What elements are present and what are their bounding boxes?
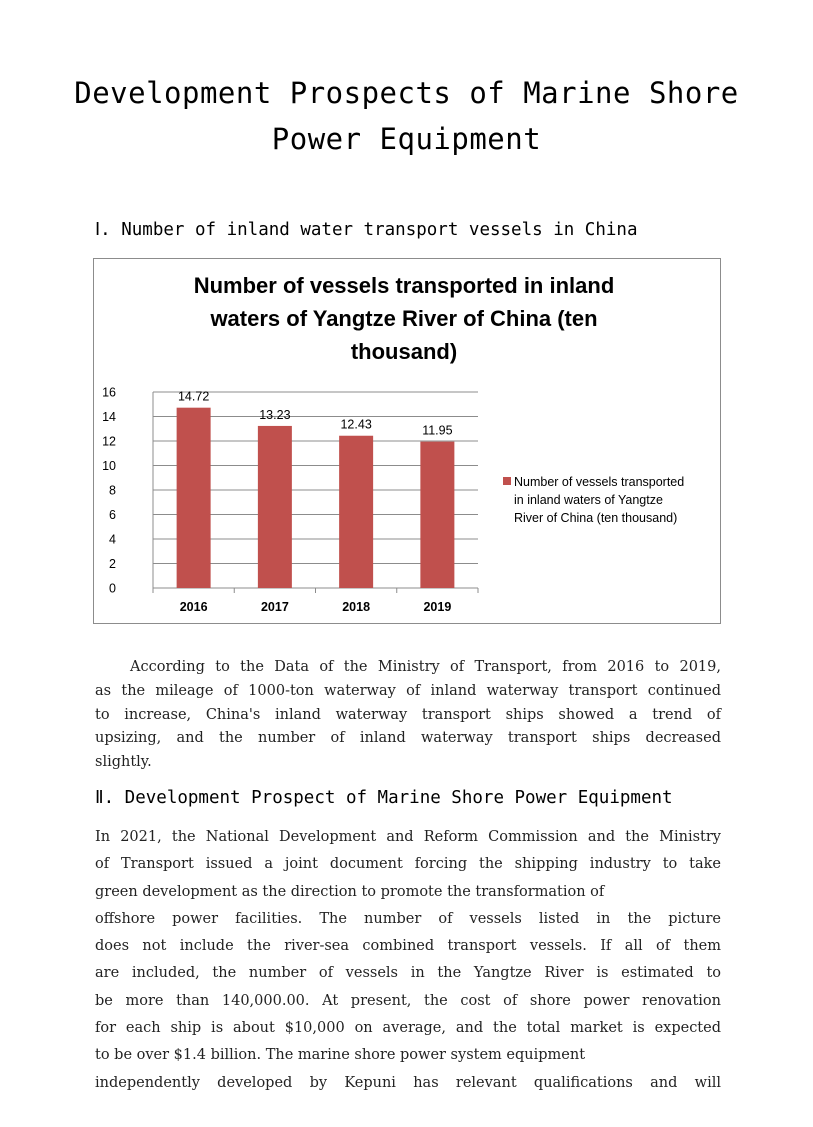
paragraph-prospect [95,824,721,1097]
data-label: 11.95 [422,423,453,438]
paragraph-line: offshore power facilities. The number of vessels listed in the picture [95,910,721,927]
y-tick-label: 8 [109,483,116,498]
paragraph-line: of Transport issued a joint document forcing the shipping industry to take [95,856,721,873]
bar-chart [93,258,721,624]
paragraph-line: to increase, China's inland waterway transport ships showed a trend of [95,706,721,723]
paragraph-line: be more than 140,000.00. At present, the cost of shore power renovation [95,992,721,1009]
section-heading-vessels: Ⅰ. Number of inland water transport vessels in China [95,220,638,240]
paragraph-transport-data [95,656,721,775]
x-tick-label: 2016 [179,600,208,614]
paragraph-line: are included, the number of vessels in the Yangtze River is estimated to [95,965,721,982]
legend-label: Number of vessels transported [514,475,685,489]
bar [420,442,454,588]
section-heading-prospect: Ⅱ. Development Prospect of Marine Shore Power Equipment [95,788,673,808]
legend-swatch [503,477,511,485]
y-tick-label: 10 [102,459,116,473]
y-tick-label: 14 [102,410,116,424]
y-tick-label: 4 [109,532,116,547]
chart-title-line: waters of Yangtze River of China (ten [210,306,598,331]
bar [258,426,292,588]
y-tick-label: 0 [109,581,116,596]
data-label: 12.43 [340,417,372,432]
legend-label: in inland waters of Yangtze [514,493,663,507]
paragraph-line: slightly. [95,754,152,771]
paragraph-line: to be over $1.4 billion. The marine shore power system equipment [95,1047,586,1064]
y-tick-label: 16 [102,385,116,400]
bar [177,408,211,588]
data-label: 13.23 [259,407,291,422]
paragraph-line: upsizing, and the number of inland waterway transport ships decreased [95,730,721,747]
paragraph-line: In 2021, the National Development and Reform Commission and the Ministry [95,829,721,845]
paragraph-line: as the mileage of 1000-ton waterway of inland waterway transport continued [95,682,721,699]
document-title [60,70,753,162]
paragraph-line: green development as the direction to promote the transformation of [95,883,605,900]
document-title-line: Power Equipment [271,122,542,156]
y-tick-label: 6 [109,508,116,522]
x-tick-label: 2017 [260,600,289,614]
y-tick-label: 12 [102,434,116,449]
y-tick-label: 2 [109,557,116,571]
chart-title-line: thousand) [350,339,458,364]
paragraph-line: does not include the river-sea combined transport vessels. If all of them [95,938,721,955]
bar [339,436,373,588]
chart-canvas [94,259,722,625]
chart-title-line: Number of vessels transported in inland [193,273,615,298]
data-label: 14.72 [177,389,210,404]
legend-label: River of China (ten thousand) [514,511,678,525]
x-tick-label: 2019 [423,600,452,614]
paragraph-line: According to the Data of the Ministry of Transport, from 2016 to 2019, [130,659,721,675]
x-tick-label: 2018 [342,600,371,614]
document-title-line: Development Prospects of Marine Shore [74,76,739,110]
paragraph-line: for each ship is about $10,000 on average, and the total market is expected [95,1020,721,1037]
paragraph-line: independently developed by Kepuni has relevant qualifications and will [95,1074,721,1091]
